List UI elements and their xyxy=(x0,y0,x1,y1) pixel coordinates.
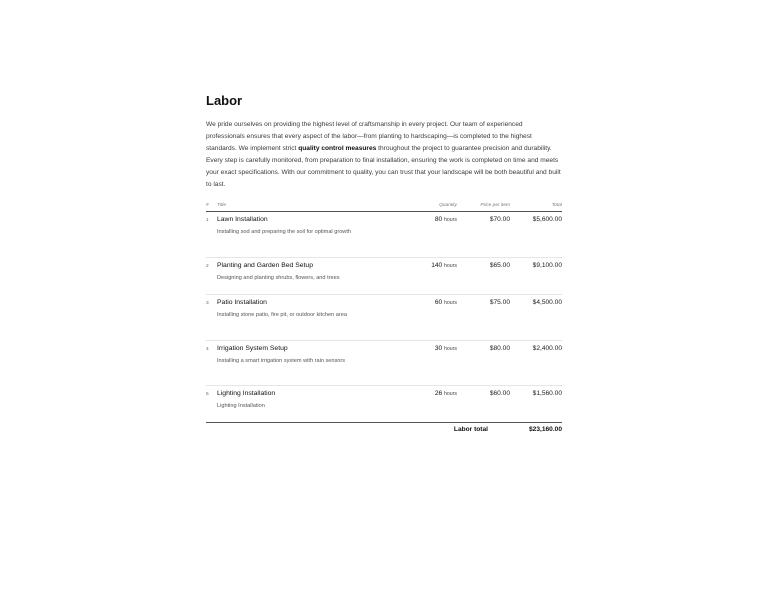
quantity-value: 60 xyxy=(434,299,443,306)
labor-table xyxy=(206,203,562,433)
quantity-unit: hours xyxy=(444,346,457,352)
row-total: $4,500.00 xyxy=(510,295,562,341)
intro-paragraph xyxy=(206,119,562,191)
quantity-value: 26 xyxy=(434,390,443,397)
intro-text-1: We pride ourselves on providing the highest level of craftsmanship in every project. Our team of experienced professionals ensures that every aspect of the labor—from planting to hardscaping—is completed to the highest standards. We implement strict xyxy=(206,121,532,152)
row-number: 4 xyxy=(206,341,217,386)
row-quantity xyxy=(399,295,457,341)
table-row xyxy=(206,212,562,258)
row-title-cell xyxy=(217,295,399,341)
row-price: $70.00 xyxy=(457,212,510,258)
total-label: Labor total xyxy=(399,423,510,434)
row-title: Irrigation System Setup xyxy=(217,345,288,352)
intro-bold-text: quality control measures xyxy=(298,145,377,152)
header-total: Total xyxy=(510,203,562,212)
row-quantity xyxy=(399,212,457,258)
row-number: 3 xyxy=(206,295,217,341)
quantity-value: 80 xyxy=(434,216,443,223)
row-total: $9,100.00 xyxy=(510,258,562,295)
row-number: 5 xyxy=(206,392,209,397)
row-total: $1,560.00 xyxy=(532,390,562,397)
quantity-unit: hours xyxy=(444,263,457,269)
row-total: $2,400.00 xyxy=(510,341,562,386)
total-spacer xyxy=(206,423,217,434)
row-description: Lighting Installation xyxy=(217,403,265,409)
table-row xyxy=(206,258,562,295)
row-price: $75.00 xyxy=(457,295,510,341)
row-quantity xyxy=(399,386,457,423)
row-price: $80.00 xyxy=(457,341,510,386)
row-title: Patio Installation xyxy=(217,299,267,306)
row-title-cell xyxy=(217,341,399,386)
row-title: Planting and Garden Bed Setup xyxy=(217,262,313,269)
row-price: $65.00 xyxy=(457,258,510,295)
table-row xyxy=(206,295,562,341)
row-quantity xyxy=(399,258,457,295)
row-number: 2 xyxy=(206,258,217,295)
row-title-cell xyxy=(217,386,399,423)
total-row xyxy=(206,423,562,434)
row-title: Lighting Installation xyxy=(217,390,276,397)
row-description: Designing and planting shrubs, flowers, and trees xyxy=(217,275,340,281)
table-row xyxy=(206,341,562,386)
section-heading: Labor xyxy=(206,93,243,108)
row-title-cell xyxy=(217,258,399,295)
labor-section xyxy=(206,93,562,433)
quantity-value: 140 xyxy=(431,262,443,269)
quantity-unit: hours xyxy=(444,391,457,397)
total-spacer xyxy=(217,423,399,434)
row-price: $60.00 xyxy=(489,390,510,397)
table-header-row xyxy=(206,203,562,212)
table-row xyxy=(206,386,562,423)
quantity-unit: hours xyxy=(444,300,457,306)
header-title: Title xyxy=(217,203,399,212)
row-description: Installing sod and preparing the soil for optimal growth xyxy=(217,229,352,235)
row-title: Lawn Installation xyxy=(217,216,268,223)
header-num: # xyxy=(206,203,217,212)
row-description: Installing stone patio, fire pit, or outdoor kitchen area xyxy=(217,312,347,318)
row-description: Installing a smart irrigation system with rain sensors xyxy=(217,358,346,364)
row-quantity xyxy=(399,341,457,386)
quantity-unit: hours xyxy=(444,217,457,223)
intro-text-2: throughout the project to guarantee precision and durability. Every step is carefully monitored, from preparation to final installation, ensuring the work is completed on time and meets your exact specifications. With our commitment to quality, you can trust that your landscape will be both beautiful and built to last. xyxy=(206,145,561,188)
header-price: Price per item xyxy=(457,203,510,212)
row-total: $5,600.00 xyxy=(510,212,562,258)
row-title-cell xyxy=(217,212,399,258)
total-value: $23,160.00 xyxy=(510,423,562,434)
header-quantity: Quantity xyxy=(399,203,457,212)
row-number: 1 xyxy=(206,212,217,258)
quantity-value: 30 xyxy=(434,345,443,352)
